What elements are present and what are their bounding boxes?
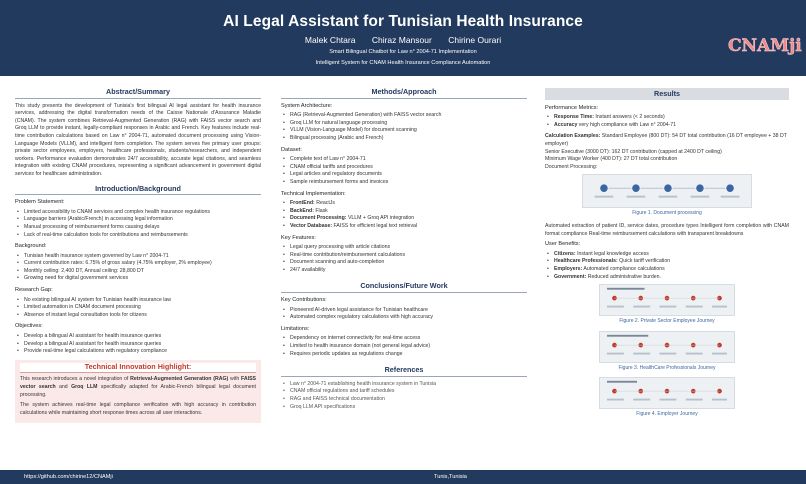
reference-item: • RAG and FAISS technical documentation — [281, 396, 527, 404]
reference-item: • Groq LLM API specifications — [281, 404, 527, 412]
dataset-list — [281, 156, 527, 186]
list-item: • Language barriers (Arabic/French) in accessing legal information — [15, 216, 261, 224]
gap-list — [15, 297, 261, 320]
architecture-label: System Architecture: — [281, 102, 333, 109]
poster-footer — [0, 470, 806, 484]
list-item: • Limited to health insurance domain (not general legal advice) — [281, 343, 527, 351]
references-list — [281, 381, 527, 411]
item-value: Instant answers (< 2 seconds) — [593, 114, 665, 121]
list-item: • Requires periodic updates as regulations change — [281, 351, 527, 359]
list-item — [281, 215, 527, 223]
problem-label: Problem Statement: — [15, 199, 65, 206]
benefits-label: User Benefits: — [545, 241, 581, 248]
reference-item: • Law n° 2004-71 establishing health insurance system in Tunisia — [281, 381, 527, 389]
text-span: and — [55, 384, 72, 390]
bold-term: Groq LLM — [71, 384, 98, 390]
calc-line: Standard Employee (800 DT): 54 DT total contribution (16 DT employee + 38 DT employer) — [545, 133, 787, 147]
item-value: very high compliance with Law n° 2004-71 — [577, 121, 677, 128]
architecture-list — [281, 112, 527, 142]
item-key: Employers: — [554, 265, 583, 272]
methods-heading: Methods/Approach — [281, 88, 527, 99]
author-name: Chiraz Mansour — [371, 35, 432, 45]
list-item: • Current contribution rates: 6.75% of gross salary (4.75% employer, 2% employee) — [15, 260, 261, 268]
list-item — [545, 258, 789, 266]
flow-node-icon — [696, 185, 704, 193]
calc-label: Calculation Examples: — [545, 133, 601, 140]
poster-subtitle-2: Intelligent System for CNAM Health Insurance Compliance Automation — [315, 60, 491, 66]
list-item: • VLLM (Vision-Language Model) for document scanning — [281, 127, 527, 135]
item-value: FAISS for efficient legal text retrieval — [332, 222, 418, 229]
item-key: Government: — [554, 273, 587, 280]
limitations-list — [281, 335, 527, 358]
references-heading: References — [281, 366, 527, 377]
list-item — [545, 114, 789, 122]
list-item: • Develop a bilingual AI assistant for health insurance queries — [15, 341, 261, 349]
implementation-label: Technical Implementation: — [281, 190, 346, 197]
list-item: • Legal articles and regulatory documents — [281, 171, 527, 179]
features-label: Key Features: — [281, 234, 316, 241]
features-list — [281, 244, 527, 274]
list-item: • RAG (Retrieval-Augmented Generation) with FAISS vector search — [281, 112, 527, 120]
author-list — [0, 35, 806, 45]
document-processing-label: Document Processing: — [545, 163, 598, 170]
list-item: • Sample reimbursement forms and invoices — [281, 179, 527, 187]
item-key: Citizens: — [554, 250, 576, 257]
list-item — [281, 208, 527, 216]
automation-text: Automated extraction of patient ID, service dates, procedure types Intelligent form completion with CNAM format compliance Real-time reimbursement calculations with transparent breakdowns — [545, 222, 789, 237]
bold-term: Retrieval-Augmented Generation (RAG) — [130, 376, 229, 383]
flow-node-icon — [664, 185, 672, 193]
author-name: Malek Chtara — [304, 35, 356, 45]
contributions-list — [281, 307, 527, 322]
abstract-text: This study presents the development of Tunisia's first bilingual AI legal assistant for health insurance services, addressing the digital transformation needs of the Caisse Nationale d'Assurance Maladie (CNAM). The system combines Retrieval-Augmented Generation (RAG) with FAISS vector search and Groq LLM to provide instant, legally-compliant responses in Arabic and French. Key features include real-time contribution calculations based on Law n° 2004-71, automated document processing using Vision-Language Models (VLLM), and intelligent form completion. The system serves five primary user groups: private sector employees, employers, healthcare professionals, students/researchers, and independent workers. Performance evaluation demonstrates 24/7 accessibility, accurate legal citations, and seamless integration with existing CNAM procedures, representing a significant advancement in government digital services for healthcare administration. — [15, 102, 261, 177]
item-value: Instant legal knowledge access — [575, 250, 649, 257]
item-key: Document Processing: — [290, 215, 347, 222]
figure-4-employer-journey — [599, 377, 735, 409]
dataset-label: Dataset: — [281, 146, 302, 153]
item-value: Reduced administrative burden. — [586, 273, 661, 280]
list-item — [281, 200, 527, 208]
list-item: • Limited accessibility to CNAM services and complex health insurance regulations — [15, 209, 261, 217]
flow-node-icon — [726, 185, 734, 193]
poster-subtitle: Smart Bilingual Chatbot for Law n° 2004-71 Implementation — [329, 49, 477, 55]
github-link[interactable]: https://github.com/chirine12/CNAMji — [24, 474, 113, 480]
list-item: • Develop a bilingual AI assistant for health insurance queries — [15, 333, 261, 341]
objectives-label: Objectives: — [15, 323, 43, 330]
list-item: • Provide real-time legal calculations with regulatory compliance — [15, 348, 261, 356]
abstract-heading: Abstract/Summary — [15, 88, 261, 99]
figure-3-caption: Figure 3. HealthCare Professionals Journey — [618, 364, 716, 371]
poster-header — [0, 0, 806, 76]
calculation-examples — [545, 133, 789, 148]
list-item: • CNAM official tariffs and procedures — [281, 164, 527, 172]
item-key: BackEnd: — [290, 207, 314, 214]
list-item: • Complete text of Law n° 2004-71 — [281, 156, 527, 164]
figure-4-caption: Figure 4. Employer Journey — [636, 411, 698, 418]
innovation-box — [15, 360, 261, 424]
list-item: • Automated complex regulatory calculations with high accuracy — [281, 314, 527, 322]
calc-line: Minimum Wage Worker (400 DT): 27 DT total contribution — [545, 156, 678, 163]
flow-node-icon — [600, 185, 608, 193]
list-item: • Real-time contribution/reimbursement calculations — [281, 252, 527, 260]
item-key: Healthcare Professionals: — [554, 258, 618, 265]
benefits-list — [545, 251, 789, 281]
implementation-list — [281, 200, 527, 230]
list-item: • Bilingual processing (Arabic and French) — [281, 135, 527, 143]
calc-line: Senior Executive (3000 DT): 162 DT contribution (capped at 2400 DT ceiling) — [545, 148, 722, 155]
list-item — [281, 223, 527, 231]
list-item: • Legal query processing with article citations — [281, 244, 527, 252]
innovation-heading: Technical Innovation Highlight: — [20, 363, 256, 374]
gap-label: Research Gap: — [15, 287, 53, 294]
figure-3-healthcare-journey — [599, 331, 735, 363]
figure-1-caption: Figure 1. Document processing — [632, 210, 702, 217]
column-right — [545, 88, 789, 424]
list-item: • Groq LLM for natural language processing — [281, 120, 527, 128]
column-left — [15, 88, 261, 423]
intro-heading: Introduction/Background — [15, 185, 261, 196]
item-key: Response Time: — [554, 114, 594, 121]
poster-title: AI Legal Assistant for Tunisian Health Insurance — [223, 13, 583, 30]
list-item: • 24/7 availability — [281, 267, 527, 275]
list-item — [545, 122, 789, 130]
author-name: Chirine Ourari — [448, 35, 502, 45]
list-item: • Growing need for digital government services — [15, 275, 261, 283]
text-span: specifically adapted for Arabic-French bilingual legal document processing. — [20, 384, 256, 398]
bold-term: FAISS vector search — [20, 376, 256, 390]
list-item: • Document scanning and auto-completion — [281, 259, 527, 267]
list-item: • Absence of instant legal consultation tools for citizens — [15, 312, 261, 320]
flow-node-icon — [632, 185, 640, 193]
column-middle — [281, 88, 527, 415]
background-list — [15, 253, 261, 283]
item-value: ReactJs — [314, 200, 335, 207]
problem-list — [15, 209, 261, 239]
conclusions-heading: Conclusions/Future Work — [281, 282, 527, 293]
performance-list — [545, 114, 789, 129]
list-item: • Manual processing of reimbursement forms causing delays — [15, 224, 261, 232]
figure-2-caption: Figure 2. Private Sector Employee Journey — [619, 318, 715, 325]
list-item: • Pioneered AI-driven legal assistance for Tunisian healthcare — [281, 307, 527, 315]
list-item: • Tunisian health insurance system governed by Law n° 2004-71 — [15, 253, 261, 261]
text-span: with — [228, 376, 241, 383]
performance-label: Performance Metrics: — [545, 104, 599, 111]
figure-2-employee-journey — [599, 284, 735, 316]
list-item: • Lack of real-time calculation tools for contributions and reimbursements — [15, 232, 261, 240]
list-item — [545, 251, 789, 259]
reference-item: • CNAM official regulations and tariff schedules — [281, 388, 527, 396]
innovation-paragraph-1 — [20, 376, 256, 399]
item-value: VLLM + Groq API integration — [346, 215, 415, 222]
list-item: • Monthly ceiling: 2,400 DT, Annual ceiling: 28,800 DT — [15, 268, 261, 276]
objectives-list — [15, 333, 261, 356]
figure-1-document-processing — [582, 174, 752, 208]
cnamji-logo — [726, 30, 802, 58]
results-heading: Results — [545, 88, 789, 100]
innovation-paragraph-2: The system achieves real-time legal compliance verification with high accuracy in contribution calculations while maintaining short response times across all user interactions. — [20, 402, 256, 416]
limitations-label: Limitations: — [281, 325, 310, 332]
background-label: Background: — [15, 243, 47, 250]
text-span: This research introduces a novel integration of — [20, 376, 131, 383]
contributions-label: Key Contributions: — [281, 297, 327, 304]
item-key: FrontEnd: — [290, 200, 315, 207]
item-key: Vector Database: — [290, 222, 333, 229]
list-item: • Dependency on internet connectivity for real-time access — [281, 335, 527, 343]
list-item: • No existing bilingual AI system for Tunisian health insurance law — [15, 297, 261, 305]
location-text: Tunis,Tunisia — [434, 474, 467, 480]
list-item — [545, 274, 789, 282]
item-value: Quick tariff verification — [617, 258, 671, 265]
item-key: Accuracy — [554, 121, 578, 128]
item-value: Automated compliance calculations — [582, 265, 665, 272]
item-value: Flask — [313, 207, 328, 214]
list-item — [545, 266, 789, 274]
logo-text: CNAMji — [728, 36, 802, 56]
list-item: • Limited automation in CNAM document processing — [15, 304, 261, 312]
